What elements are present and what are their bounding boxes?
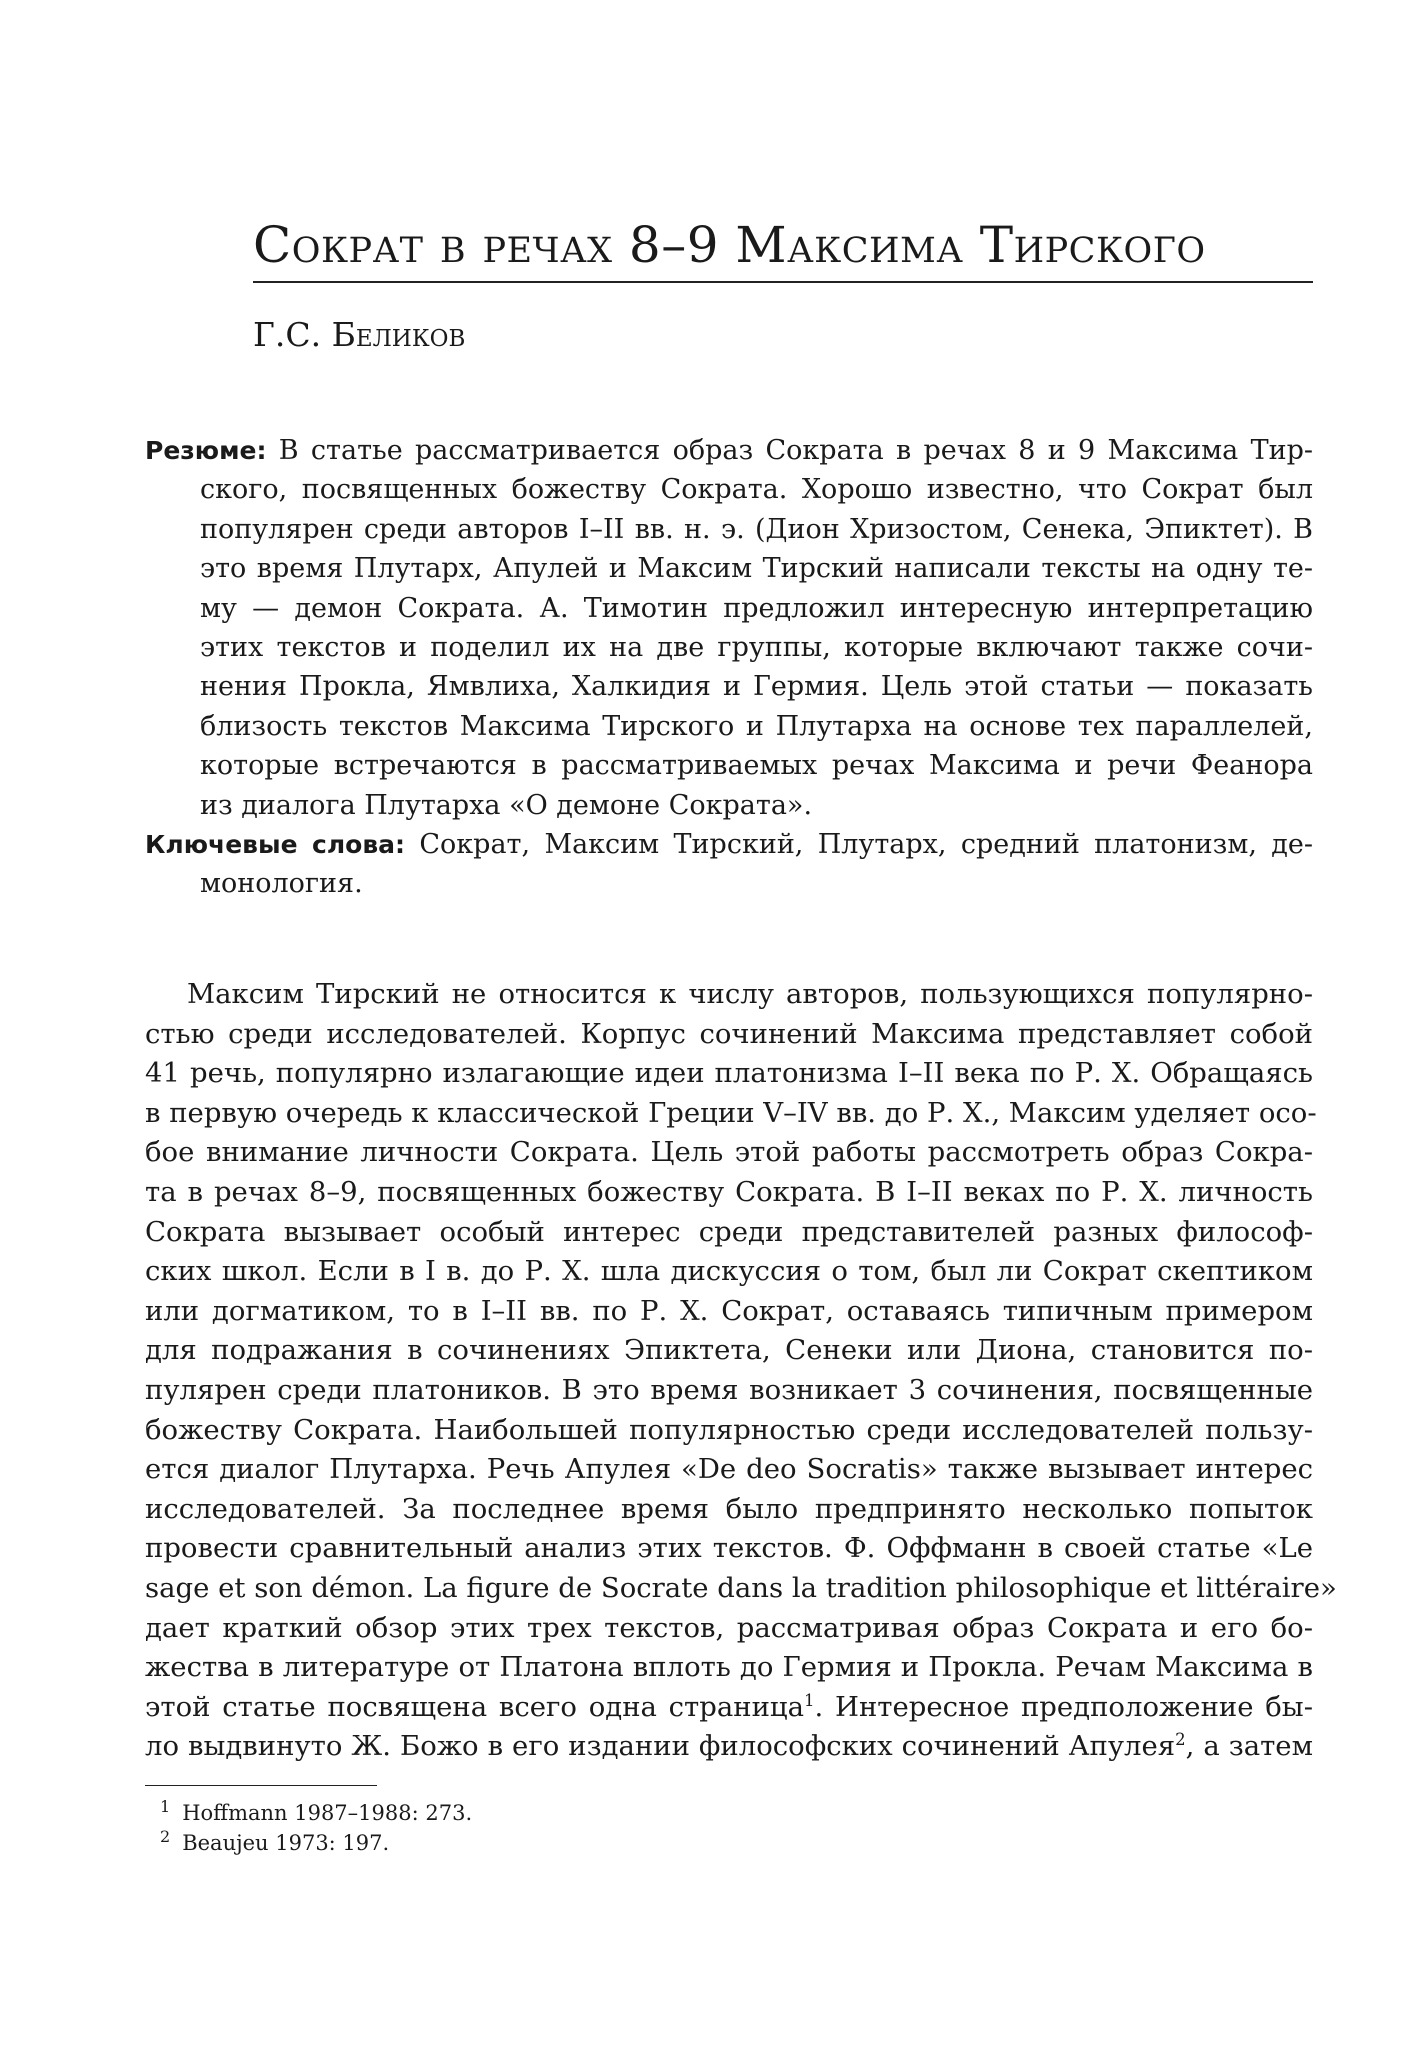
body-line: бое внимание личности Сократа. Цель этой работы рассмотреть образ Сокра-: [145, 1136, 1313, 1169]
footnote-text: Hoffmann 1987–1988: 273.: [182, 1801, 473, 1825]
abstract-line: это время Плутарх, Апулей и Максим Тирский написали тексты на одну те-: [200, 553, 1313, 585]
abstract-line: близость текстов Максима Тирского и Плутарха на основе тех параллелей,: [200, 710, 1313, 742]
body-line: жества в литературе от Платона вплоть до Гермия и Прокла. Речам Максима в: [145, 1651, 1313, 1684]
body-line: божеству Сократа. Наибольшей популярностью среди исследователей пользу-: [145, 1413, 1313, 1446]
footnote-number: 2: [160, 1827, 171, 1846]
footnote-item: [160, 1828, 472, 1858]
abstract-line: которые встречаются в рассматриваемых речах Максима и речи Феанора: [200, 750, 1313, 782]
abstract-line: нения Прокла, Ямвлиха, Халкидия и Гермия. Цель этой статьи — показать: [200, 671, 1313, 703]
body-line: 41 речь, популярно излагающие идеи платонизма I–II века по Р. Х. Обращаясь: [145, 1057, 1313, 1090]
article-author: Г.С. Беликов: [253, 315, 466, 354]
body-line: провести сравнительный анализ этих текстов. Ф. Оффманн в своей статье «Le: [145, 1532, 1313, 1565]
footnote-ref-2[interactable]: 2: [1175, 1730, 1186, 1750]
abstract-label: Резюме:: [145, 436, 267, 465]
body-line: Максим Тирский не относится к числу авторов, пользующихся популярно-: [187, 978, 1313, 1010]
body-line: для подражания в сочинениях Эпиктета, Сенеки или Диона, становится по-: [145, 1334, 1313, 1367]
footnote-item: [160, 1798, 472, 1828]
footnote-rule: [145, 1785, 377, 1786]
footnote-text: Beaujeu 1973: 197.: [182, 1831, 390, 1855]
abstract-line: из диалога Плутарха «О демоне Сократа».: [200, 789, 813, 821]
body-line: в первую очередь к классической Греции V–IV вв. до Р. Х., Максим уделяет осо-: [145, 1096, 1317, 1129]
body-line: или догматиком, то в I–II вв. по Р. Х. Сократ, оставаясь типичным примером: [145, 1294, 1313, 1327]
body-line: этой статье посвящена всего одна страница$^1$. Интересное предположение бы-: [145, 1690, 1313, 1723]
abstract-line: ского, посвященных божеству Сократа. Хорошо известно, что Сократ был: [200, 474, 1313, 506]
footnotes: [160, 1798, 472, 1858]
abstract-line: популярен среди авторов I–II вв. н. э. (Дион Хризостом, Сенека, Эпиктет). В: [200, 513, 1313, 545]
body-line: стью среди исследователей. Корпус сочинений Максима представляет собой: [145, 1017, 1313, 1050]
abstract: [145, 431, 1313, 904]
keywords-line: монология.: [200, 868, 363, 900]
body-line: дает краткий обзор этих трех текстов, рассматривая образ Сократа и его бо-: [145, 1611, 1313, 1644]
footnote-ref-1[interactable]: 1: [804, 1690, 815, 1710]
body-line: sage et son démon. La figure de Socrate dans la tradition philosophique et littéraire»: [145, 1571, 1337, 1604]
abstract-line: этих текстов и поделил их на две группы, которые включают также сочи-: [200, 631, 1313, 663]
title-rule: [253, 281, 1313, 283]
body-line: Сократа вызывает особый интерес среди представителей разных философ-: [145, 1215, 1313, 1248]
footnote-number: 1: [160, 1797, 171, 1816]
body-line: та в речах 8–9, посвященных божеству Сократа. В I–II веках по Р. Х. личность: [145, 1175, 1313, 1208]
article-title: Сократ в речах 8–9 Максима Тирского: [253, 216, 1206, 274]
body-line: пулярен среди платоников. В это время возникает 3 сочинения, посвященные: [145, 1373, 1313, 1406]
body-line: ется диалог Плутарха. Речь Апулея «De deo Socratis» также вызывает интерес: [145, 1453, 1313, 1486]
abstract-line: Резюме: В статье рассматривается образ Сократа в речах 8 и 9 Максима Тир-: [145, 435, 1313, 466]
keywords-line: Ключевые слова: Сократ, Максим Тирский, Плутарх, средний платонизм, де-: [145, 828, 1313, 860]
body-line: ских школ. Если в I в. до Р. Х. шла дискуссия о том, был ли Сократ скептиком: [145, 1255, 1313, 1288]
body-paragraph: [145, 975, 1337, 1767]
body-line: исследователей. За последнее время было предпринято несколько попыток: [145, 1492, 1313, 1525]
body-line: ло выдвинуто Ж. Божо в его издании философских сочинений Апулея$^2$, а затем: [145, 1730, 1313, 1763]
abstract-line: му — демон Сократа. А. Тимотин предложил интересную интерпретацию: [200, 592, 1313, 624]
keywords-label: Ключевые слова:: [145, 829, 406, 859]
